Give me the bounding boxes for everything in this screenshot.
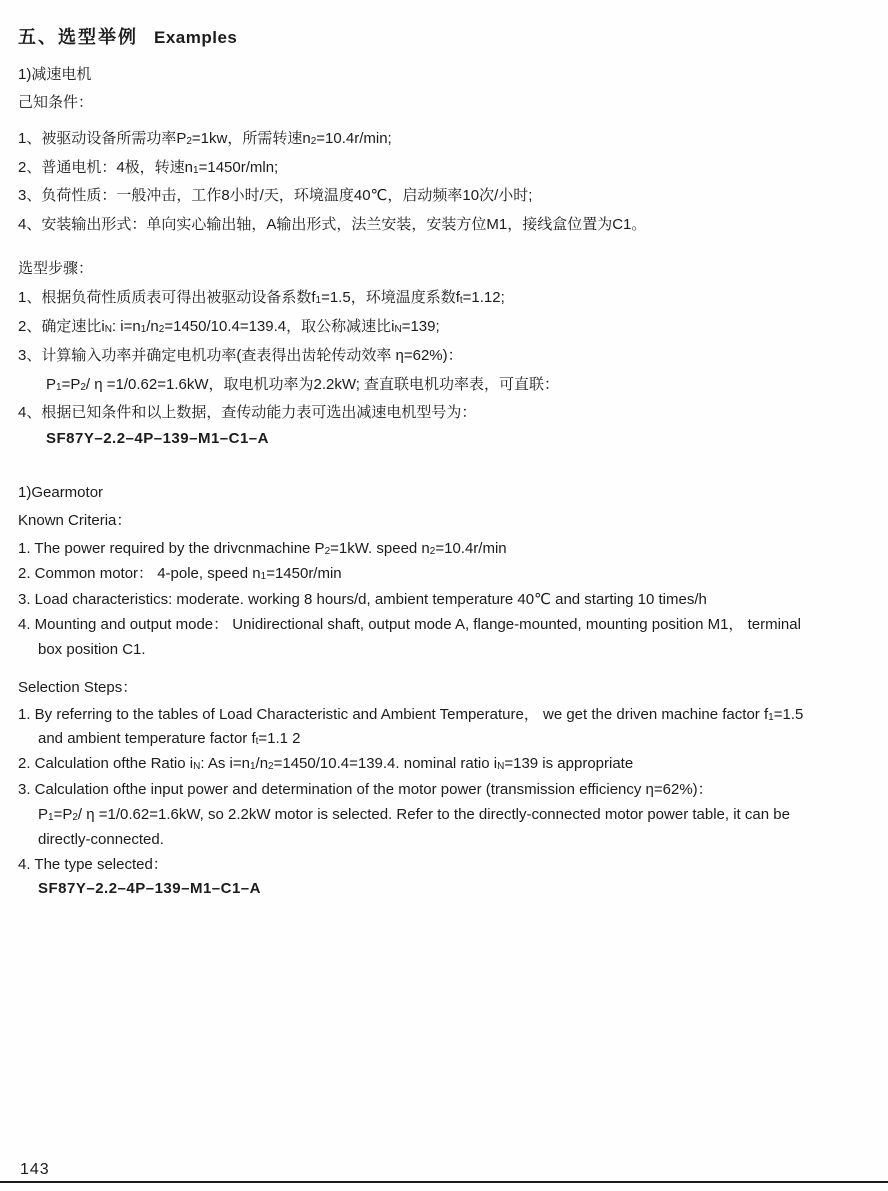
en-step: 2. Calculation ofthe Ratio $i_N$: As $i=n_1/n_2=1450/10.4=139.4$. nominal ratio $i_N=139$ is appropriate bbox=[18, 755, 634, 772]
en-known-item: 3. Load characteristics: moderate. working 8 hours/d, ambient temperature 40℃ and starting 10 times/h bbox=[18, 591, 707, 608]
zh-step: 3、计算输入功率并确定电机功率(查表得出齿轮传动效率 η=62%)： bbox=[18, 347, 463, 364]
zh-selection-steps-heading: 选型步骤： bbox=[18, 260, 94, 277]
en-step-cont: directly-connected. bbox=[38, 831, 164, 848]
en-step-cont: and ambient temperature factor $f_t=1.1$ 2 bbox=[38, 730, 301, 747]
en-gearmotor-heading: 1)Gearmotor bbox=[18, 484, 104, 501]
en-known-item-cont: box position C1. bbox=[38, 641, 146, 658]
en-known-item: 4. Mounting and output mode： Unidirectional shaft, output mode A, flange-mounted, mounting position M1， terminal bbox=[18, 616, 801, 633]
en-step: 4. The type selected： bbox=[18, 856, 168, 873]
page-title bbox=[18, 27, 237, 49]
zh-model-code: SF87Y–2.2–4P–139–M1–C1–A bbox=[46, 430, 269, 447]
en-step: 1. By referring to the tables of Load Characteristic and Ambient Temperature， we get the driven machine factor $f_1=1.5$ bbox=[18, 706, 804, 723]
zh-known-item: 3、负荷性质：一般冲击，工作8小时/天，环境温度40℃，启动频率10次/小时; bbox=[18, 187, 533, 204]
page-number: 143 bbox=[20, 1161, 50, 1178]
page-title-en: Examples bbox=[154, 28, 238, 47]
en-selection-steps-heading: Selection Steps： bbox=[18, 679, 138, 696]
zh-step: 1、根据负荷性质质表可得出被驱动设备系数$f_1=1.5$，环境温度系数$f_t=1.12$; bbox=[18, 289, 505, 306]
zh-known-criteria-heading: 己知条件： bbox=[18, 94, 94, 111]
en-known-item: 2. Common motor： 4-pole, speed $n_1=1450r/\min$ bbox=[18, 565, 342, 582]
en-step: 3. Calculation ofthe input power and determination of the motor power (transmission efficiency η=62%)： bbox=[18, 781, 713, 798]
zh-known-item: 1、被驱动设备所需功率$P_2=1kw$，所需转速$n_2=10.4r/\min$; bbox=[18, 130, 392, 147]
zh-known-item: 4、安装输出形式：单向实心输出轴，A输出形式，法兰安装，安装方位M1，接线盒位置为C1。 bbox=[18, 216, 647, 233]
zh-step: 2、确定速比$i_N$: $i=n_1/n_2=1450/10.4=139.4$，取公称减速比$i_N=139$; bbox=[18, 318, 440, 335]
page-title-zh: 五、选型举例 bbox=[18, 27, 138, 47]
zh-step: 4、根据已知条件和以上数据，查传动能力表可选出减速电机型号为： bbox=[18, 404, 477, 421]
zh-step3-formula: $P_1=P_2/$ η =1/0.62=1.6kW，取电机功率为2.2kW; 查直联电机功率表，可直联： bbox=[46, 376, 560, 393]
zh-gearmotor-heading: 1)减速电机 bbox=[18, 66, 92, 83]
zh-known-item: 2、普通电机：4极，转速$n_1=1450r$/mln; bbox=[18, 159, 279, 176]
en-known-item: 1. The power required by the drivcnmachine $P_2=1kW$. speed $n_2=10.4r/\min$ bbox=[18, 540, 507, 557]
en-model-code: SF87Y–2.2–4P–139–M1–C1–A bbox=[38, 880, 261, 897]
en-known-criteria-heading: Known Criteria： bbox=[18, 512, 132, 529]
en-step-cont: $P_1=P_2/$ η =1/0.62=1.6kW, so 2.2kW motor is selected. Refer to the directly-connected motor power table, it can be bbox=[38, 806, 790, 823]
page-footer-rule bbox=[0, 1181, 888, 1183]
